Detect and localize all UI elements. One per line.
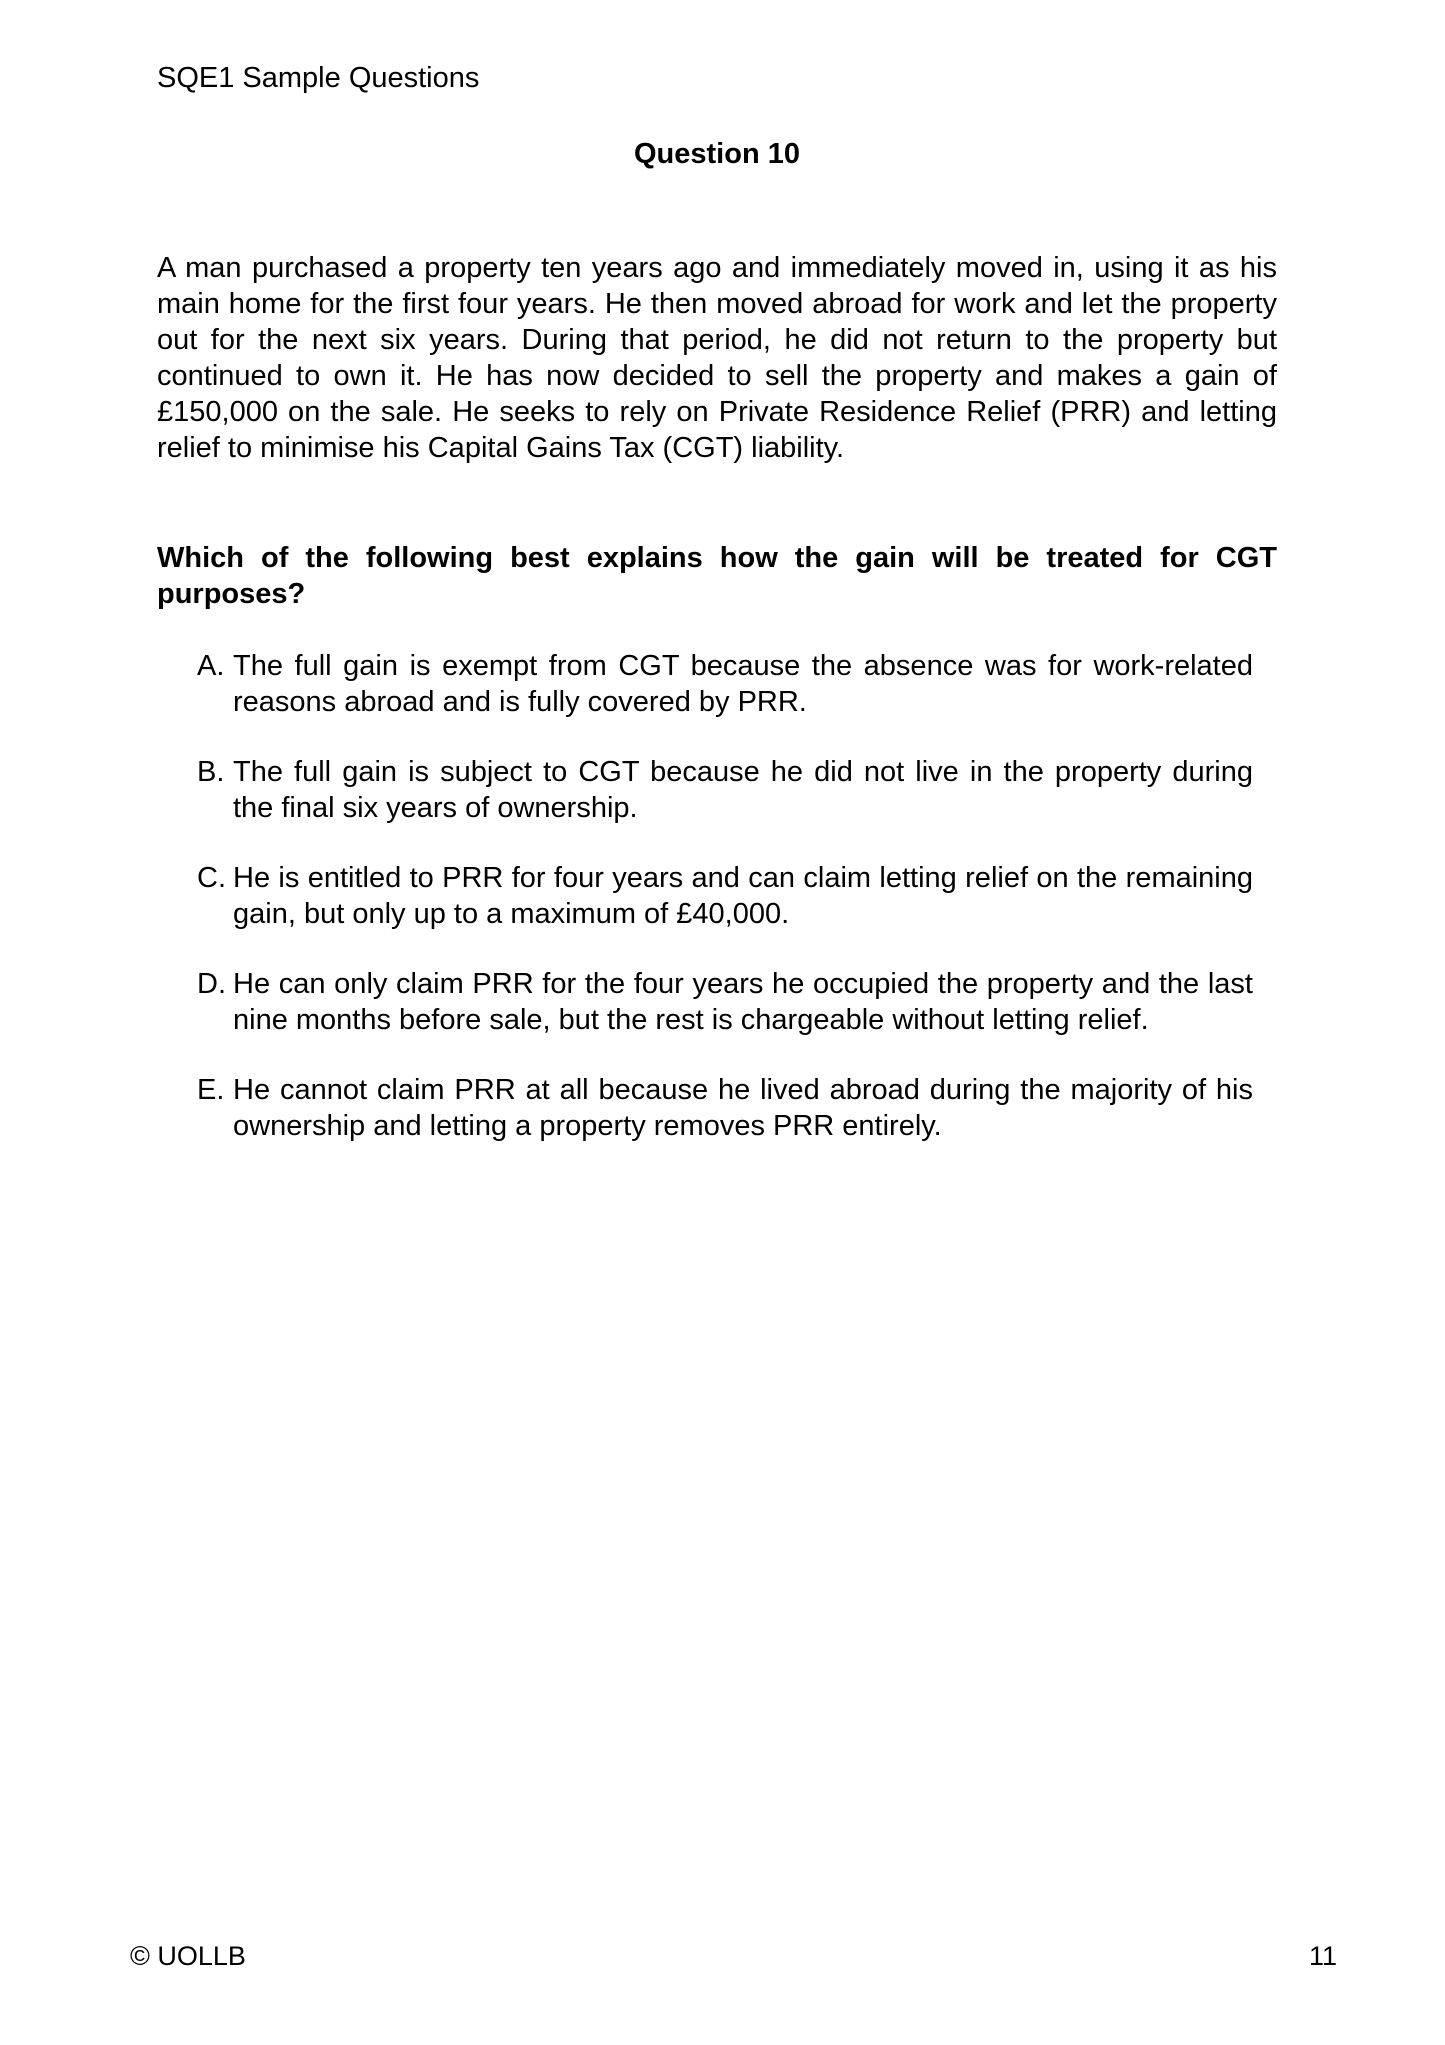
- footer-copyright: © UOLLB: [130, 1941, 246, 1971]
- question-title: Question 10: [634, 138, 800, 170]
- option-letter-d: D.: [197, 968, 226, 1000]
- question-scenario: A man purchased a property ten years ago and immediately moved in, using it as his main home for the first four years. He then moved abroad for work and let the property out for the next six years. During that period, he did not return to the property but continued to own it. He has now decided to sell the property and makes a gain of £150,000 on the sale. He seeks to rely on Private Residence Relief (PRR) and letting relief to minimise his Capital Gains Tax (CGT) liability.: [157, 252, 1277, 464]
- option-text-b: The full gain is subject to CGT because he did not live in the property during the final six years of ownership.: [233, 756, 1253, 824]
- document-header: [157, 60, 479, 96]
- answer-options: [157, 648, 1277, 1144]
- question-content: [157, 136, 1277, 1144]
- answer-option-a: [197, 648, 1277, 720]
- question-stem: Which of the following best explains how the gain will be treated for CGT purposes?: [157, 542, 1277, 610]
- header-title: SQE1 Sample Questions: [157, 62, 480, 94]
- answer-option-c: [197, 860, 1277, 932]
- option-text-c: He is entitled to PRR for four years and can claim letting relief on the remaining gain, but only up to a maximum of £40,000.: [233, 862, 1253, 930]
- answer-option-e: [197, 1072, 1277, 1144]
- answer-option-b: [197, 754, 1277, 826]
- option-text-a: The full gain is exempt from CGT because the absence was for work-related reasons abroad and is fully covered by PRR.: [233, 650, 1253, 718]
- option-letter-b: B.: [197, 756, 225, 788]
- option-text-e: He cannot claim PRR at all because he lived abroad during the majority of his ownership and letting a property removes PRR entirely.: [233, 1074, 1253, 1142]
- page-number: 11: [1308, 1941, 1337, 1971]
- option-letter-c: C.: [197, 862, 226, 894]
- answer-option-d: [197, 966, 1277, 1038]
- option-letter-a: A.: [197, 650, 225, 682]
- option-letter-e: E.: [197, 1074, 225, 1106]
- option-text-d: He can only claim PRR for the four years he occupied the property and the last nine months before sale, but the rest is chargeable without letting relief.: [233, 968, 1253, 1036]
- document-footer: [130, 1938, 1337, 1974]
